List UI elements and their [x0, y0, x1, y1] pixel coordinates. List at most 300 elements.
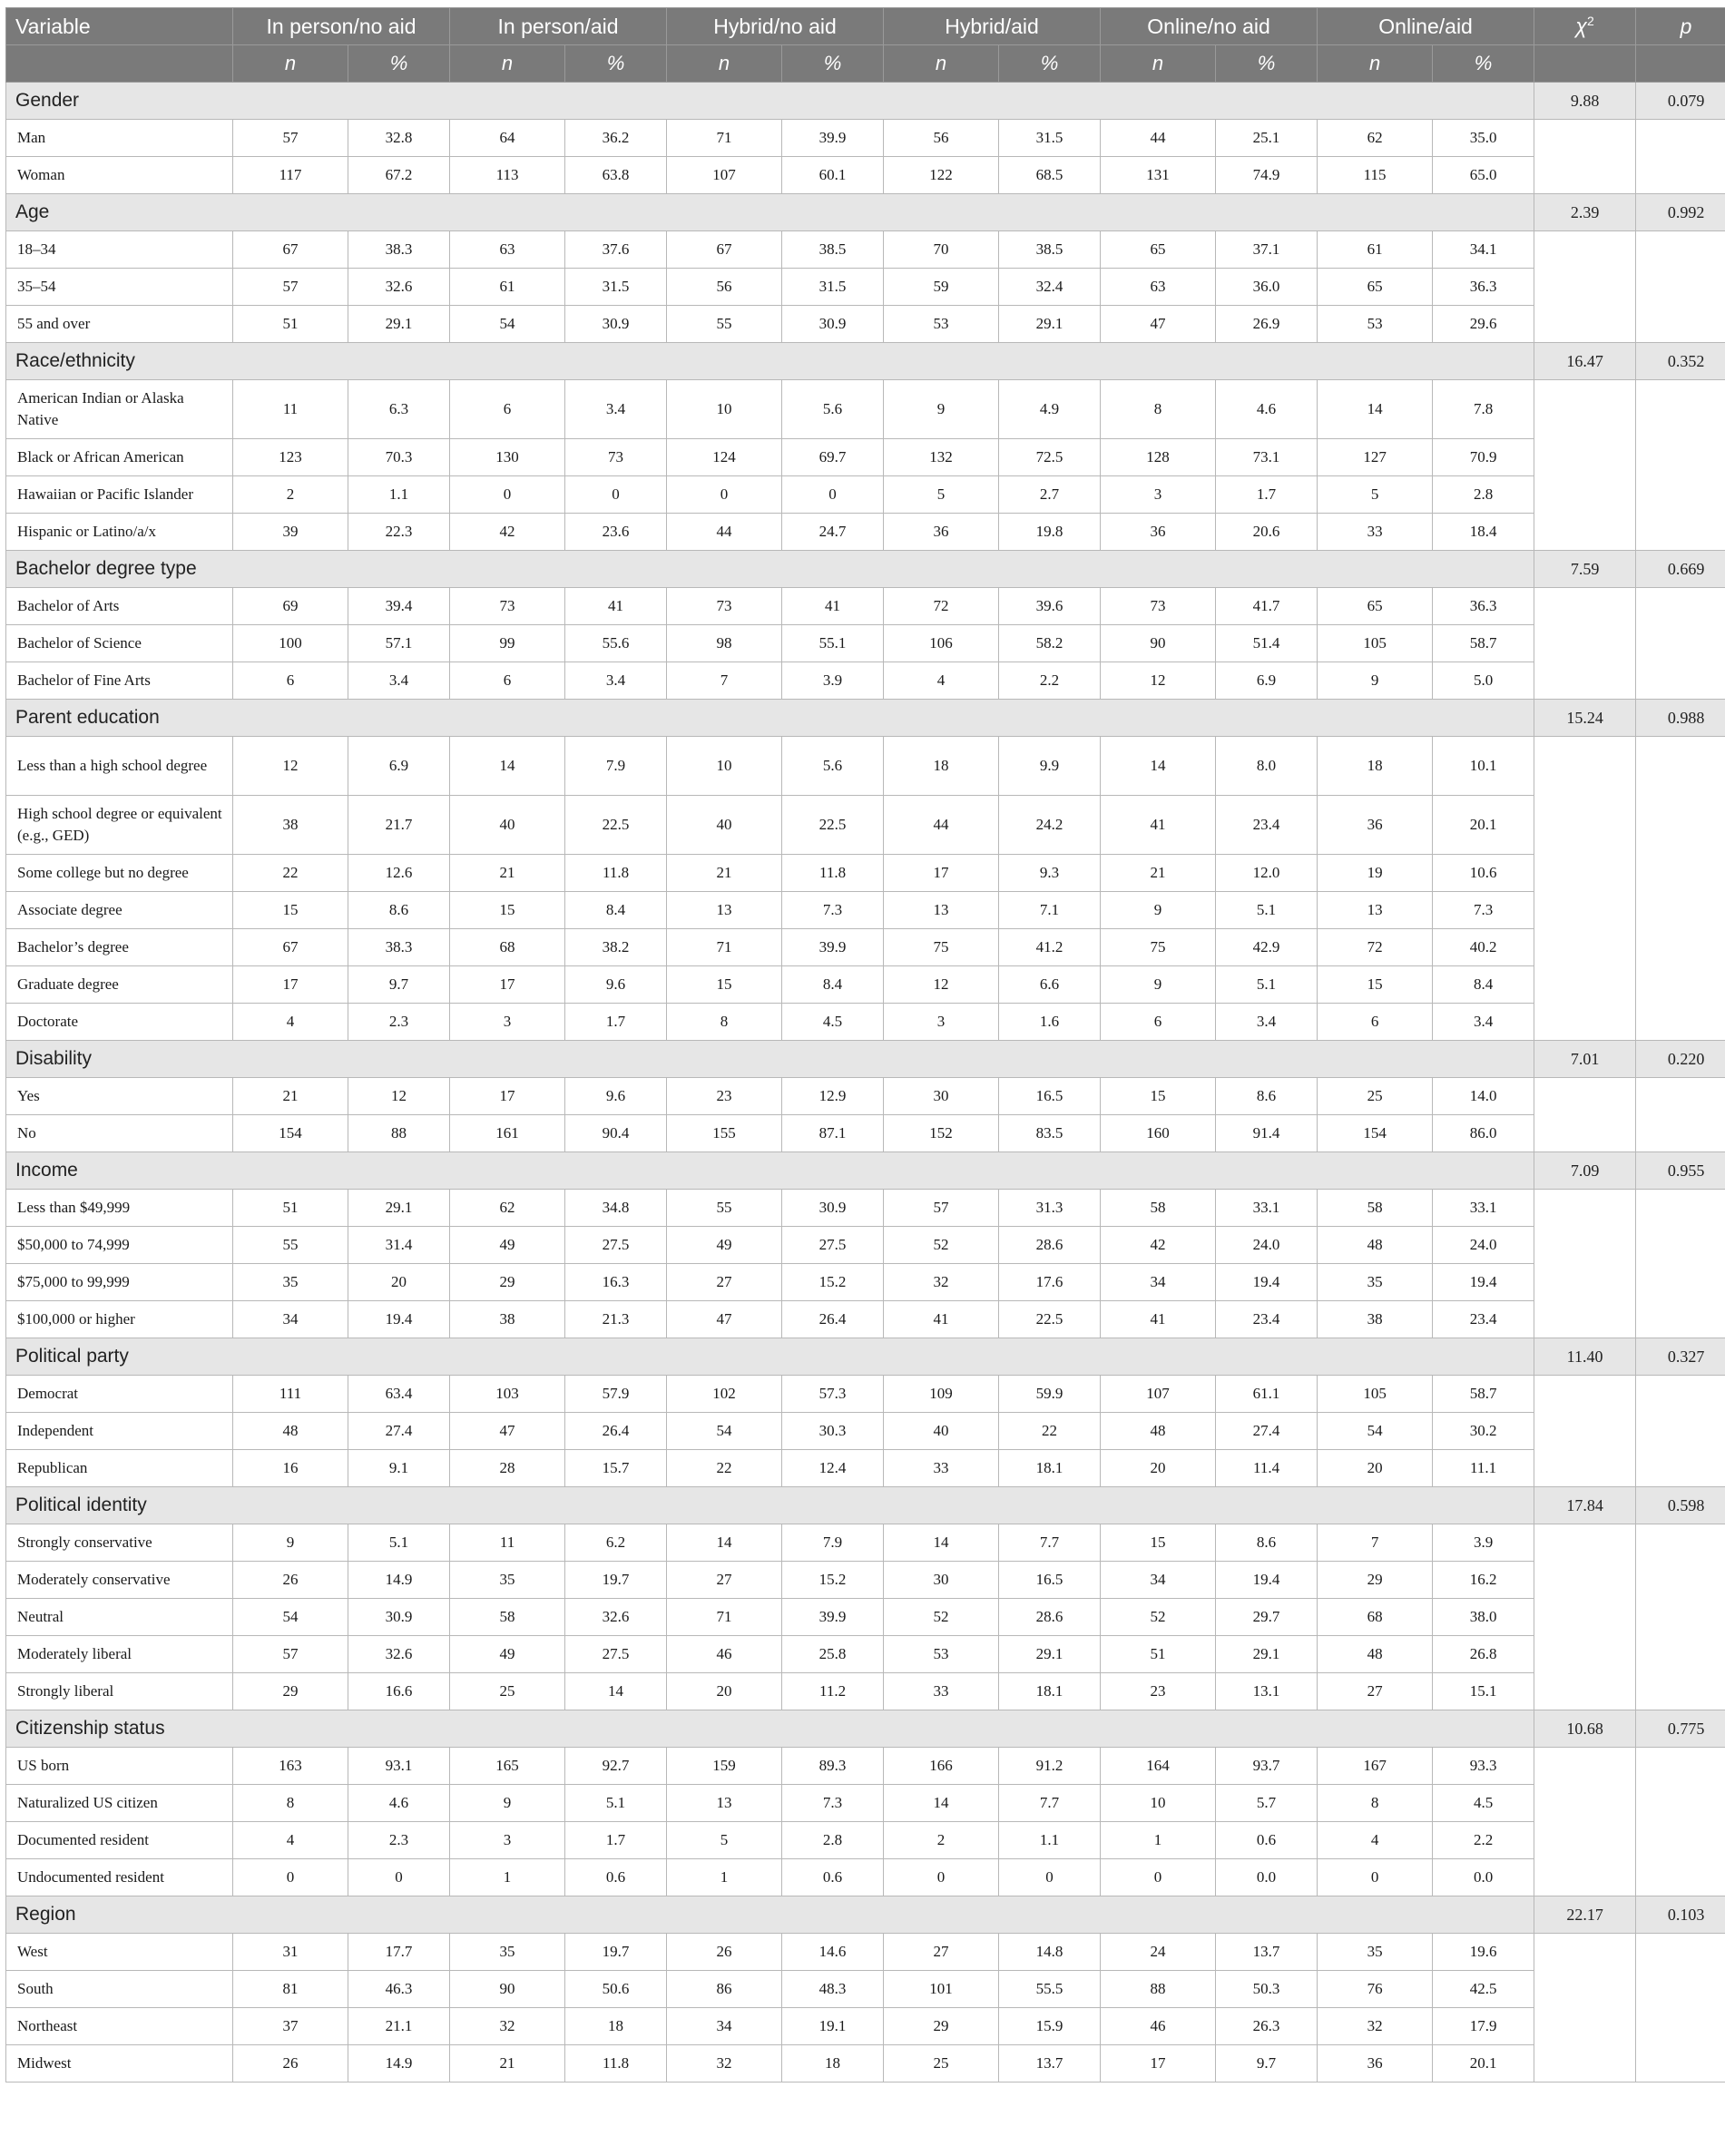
row-label: American Indian or Alaska Native — [6, 380, 233, 439]
percent-cell: 0.6 — [1216, 1822, 1318, 1859]
percent-cell: 22.5 — [999, 1301, 1101, 1338]
percent-cell: 0 — [782, 476, 884, 514]
count-cell: 53 — [1318, 306, 1433, 343]
count-cell: 106 — [884, 625, 999, 662]
n-subheader: n — [233, 45, 348, 83]
count-cell: 7 — [1318, 1524, 1433, 1562]
percent-cell: 14 — [565, 1673, 667, 1710]
count-cell: 100 — [233, 625, 348, 662]
count-cell: 14 — [884, 1785, 999, 1822]
percent-cell: 19.4 — [1216, 1264, 1318, 1301]
table-row — [6, 476, 1725, 514]
n-subheader: n — [1318, 45, 1433, 83]
percent-cell: 30.9 — [782, 1190, 884, 1227]
count-cell: 40 — [667, 796, 782, 855]
percent-cell: 41 — [782, 588, 884, 625]
percent-cell: 23.6 — [565, 514, 667, 551]
percent-cell: 67.2 — [348, 157, 450, 194]
percent-cell: 57.3 — [782, 1376, 884, 1413]
count-cell: 21 — [450, 2045, 565, 2082]
count-cell: 55 — [667, 306, 782, 343]
p-value-blank — [1636, 1078, 1725, 1152]
percent-cell: 6.3 — [348, 380, 450, 439]
count-cell: 35 — [233, 1264, 348, 1301]
percent-cell: 2.8 — [782, 1822, 884, 1859]
percent-cell: 26.8 — [1433, 1636, 1534, 1673]
percent-cell: 34.1 — [1433, 231, 1534, 269]
row-label: Hawaiian or Pacific Islander — [6, 476, 233, 514]
percent-cell: 11.2 — [782, 1673, 884, 1710]
percent-cell: 16.3 — [565, 1264, 667, 1301]
percent-cell: 32.6 — [348, 269, 450, 306]
percent-cell: 38.2 — [565, 929, 667, 966]
percent-cell: 88 — [348, 1115, 450, 1152]
percent-cell: 48.3 — [782, 1971, 884, 2008]
chi-square-value: 10.68 — [1534, 1710, 1636, 1748]
table-row — [6, 1227, 1725, 1264]
percent-cell: 29.1 — [1216, 1636, 1318, 1673]
count-cell: 117 — [233, 157, 348, 194]
chi-square-value: 7.01 — [1534, 1041, 1636, 1078]
section-label: Political party — [6, 1338, 1534, 1376]
percent-cell: 0 — [999, 1859, 1101, 1896]
count-cell: 52 — [884, 1227, 999, 1264]
count-cell: 57 — [884, 1190, 999, 1227]
percent-cell: 42.9 — [1216, 929, 1318, 966]
percent-cell: 38.0 — [1433, 1599, 1534, 1636]
table-row — [6, 1450, 1725, 1487]
table-row — [6, 1673, 1725, 1710]
percent-cell: 9.6 — [565, 1078, 667, 1115]
row-label: Moderately liberal — [6, 1636, 233, 1673]
count-cell: 75 — [884, 929, 999, 966]
percent-cell: 3.4 — [1216, 1004, 1318, 1041]
percent-cell: 5.1 — [1216, 966, 1318, 1004]
percent-cell: 5.1 — [565, 1785, 667, 1822]
count-cell: 0 — [233, 1859, 348, 1896]
row-label: Republican — [6, 1450, 233, 1487]
percent-cell: 22.5 — [565, 796, 667, 855]
percent-cell: 12.9 — [782, 1078, 884, 1115]
percent-cell: 12.0 — [1216, 855, 1318, 892]
count-cell: 51 — [233, 1190, 348, 1227]
p-value: 0.988 — [1636, 700, 1725, 737]
table-row — [6, 1264, 1725, 1301]
percent-cell: 90.4 — [565, 1115, 667, 1152]
count-cell: 56 — [667, 269, 782, 306]
table-row — [6, 1190, 1725, 1227]
percent-cell: 8.6 — [348, 892, 450, 929]
count-cell: 44 — [667, 514, 782, 551]
percent-cell: 17.7 — [348, 1934, 450, 1971]
row-label: Strongly liberal — [6, 1673, 233, 1710]
count-cell: 62 — [450, 1190, 565, 1227]
percent-cell: 7.7 — [999, 1785, 1101, 1822]
percent-cell: 14.8 — [999, 1934, 1101, 1971]
chi-square-blank — [1534, 737, 1636, 1041]
percent-cell: 38.3 — [348, 231, 450, 269]
count-cell: 28 — [450, 1450, 565, 1487]
percent-cell: 69.7 — [782, 439, 884, 476]
count-cell: 40 — [884, 1413, 999, 1450]
count-cell: 32 — [667, 2045, 782, 2082]
row-label: Documented resident — [6, 1822, 233, 1859]
count-cell: 67 — [233, 231, 348, 269]
count-cell: 18 — [884, 737, 999, 796]
chi-square-value: 2.39 — [1534, 194, 1636, 231]
row-label: South — [6, 1971, 233, 2008]
row-label: Strongly conservative — [6, 1524, 233, 1562]
count-cell: 41 — [1101, 1301, 1216, 1338]
p-value: 0.992 — [1636, 194, 1725, 231]
p-value: 0.352 — [1636, 343, 1725, 380]
count-cell: 8 — [1318, 1785, 1433, 1822]
row-label: Hispanic or Latino/a/x — [6, 514, 233, 551]
count-cell: 21 — [450, 855, 565, 892]
table-row — [6, 1078, 1725, 1115]
count-cell: 71 — [667, 120, 782, 157]
percent-subheader: % — [565, 45, 667, 83]
percent-cell: 7.1 — [999, 892, 1101, 929]
count-cell: 163 — [233, 1748, 348, 1785]
count-cell: 20 — [1101, 1450, 1216, 1487]
count-cell: 26 — [233, 1562, 348, 1599]
percent-cell: 11.8 — [565, 855, 667, 892]
count-cell: 21 — [233, 1078, 348, 1115]
chi-square-blank — [1534, 1376, 1636, 1487]
percent-cell: 24.0 — [1433, 1227, 1534, 1264]
table-row — [6, 1785, 1725, 1822]
row-label: Less than $49,999 — [6, 1190, 233, 1227]
percent-cell: 72.5 — [999, 439, 1101, 476]
count-cell: 8 — [1101, 380, 1216, 439]
count-cell: 14 — [1318, 380, 1433, 439]
percent-cell: 33.1 — [1433, 1190, 1534, 1227]
percent-cell: 28.6 — [999, 1599, 1101, 1636]
percent-cell: 23.4 — [1433, 1301, 1534, 1338]
count-cell: 27 — [884, 1934, 999, 1971]
count-cell: 10 — [667, 737, 782, 796]
percent-cell: 41.2 — [999, 929, 1101, 966]
chi-square-header — [1534, 8, 1636, 45]
p-value: 0.079 — [1636, 83, 1725, 120]
row-label: Yes — [6, 1078, 233, 1115]
count-cell: 51 — [233, 306, 348, 343]
percent-cell: 39.4 — [348, 588, 450, 625]
percent-cell: 21.1 — [348, 2008, 450, 2045]
section-header-row — [6, 1338, 1725, 1376]
count-cell: 6 — [1101, 1004, 1216, 1041]
percent-cell: 83.5 — [999, 1115, 1101, 1152]
count-cell: 155 — [667, 1115, 782, 1152]
row-label: 35–54 — [6, 269, 233, 306]
count-cell: 9 — [1101, 892, 1216, 929]
group-header: Online/aid — [1318, 8, 1534, 45]
percent-cell: 9.9 — [999, 737, 1101, 796]
percent-cell: 5.0 — [1433, 662, 1534, 700]
section-label: Income — [6, 1152, 1534, 1190]
percent-cell: 3.4 — [565, 380, 667, 439]
count-cell: 8 — [233, 1785, 348, 1822]
percent-cell: 0.6 — [565, 1859, 667, 1896]
count-cell: 81 — [233, 1971, 348, 2008]
row-label: Naturalized US citizen — [6, 1785, 233, 1822]
count-cell: 6 — [450, 662, 565, 700]
percent-cell: 41 — [565, 588, 667, 625]
percent-cell: 73 — [565, 439, 667, 476]
count-cell: 166 — [884, 1748, 999, 1785]
count-cell: 15 — [1101, 1524, 1216, 1562]
count-cell: 65 — [1318, 269, 1433, 306]
chi-square-value: 15.24 — [1534, 700, 1636, 737]
percent-cell: 18.1 — [999, 1450, 1101, 1487]
percent-cell: 24.2 — [999, 796, 1101, 855]
group-header: In person/aid — [450, 8, 667, 45]
percent-cell: 4.5 — [1433, 1785, 1534, 1822]
percent-cell: 3.9 — [1433, 1524, 1534, 1562]
percent-cell: 31.4 — [348, 1227, 450, 1264]
subheader-blank — [6, 45, 233, 83]
percent-cell: 5.1 — [348, 1524, 450, 1562]
count-cell: 52 — [1101, 1599, 1216, 1636]
percent-cell: 7.9 — [782, 1524, 884, 1562]
row-label: 55 and over — [6, 306, 233, 343]
percent-cell: 11.4 — [1216, 1450, 1318, 1487]
subheader-row — [6, 45, 1725, 83]
count-cell: 47 — [450, 1413, 565, 1450]
percent-cell: 34.8 — [565, 1190, 667, 1227]
percent-cell: 42.5 — [1433, 1971, 1534, 2008]
count-cell: 3 — [884, 1004, 999, 1041]
table-row — [6, 796, 1725, 855]
p-value-blank — [1636, 1376, 1725, 1487]
percent-subheader: % — [1216, 45, 1318, 83]
percent-cell: 65.0 — [1433, 157, 1534, 194]
count-cell: 54 — [667, 1413, 782, 1450]
count-cell: 62 — [1318, 120, 1433, 157]
chi-square-blank — [1534, 380, 1636, 551]
count-cell: 54 — [1318, 1413, 1433, 1450]
percent-cell: 31.3 — [999, 1190, 1101, 1227]
percent-cell: 6.6 — [999, 966, 1101, 1004]
table-row — [6, 1599, 1725, 1636]
percent-cell: 27.4 — [348, 1413, 450, 1450]
table-row — [6, 1376, 1725, 1413]
count-cell: 123 — [233, 439, 348, 476]
count-cell: 131 — [1101, 157, 1216, 194]
count-cell: 98 — [667, 625, 782, 662]
percent-cell: 9.6 — [565, 966, 667, 1004]
count-cell: 15 — [233, 892, 348, 929]
percent-cell: 19.8 — [999, 514, 1101, 551]
percent-cell: 91.2 — [999, 1748, 1101, 1785]
table-header — [6, 8, 1725, 83]
percent-cell: 60.1 — [782, 157, 884, 194]
percent-cell: 20.1 — [1433, 796, 1534, 855]
count-cell: 64 — [450, 120, 565, 157]
row-label: No — [6, 1115, 233, 1152]
count-cell: 48 — [1318, 1636, 1433, 1673]
percent-cell: 8.6 — [1216, 1524, 1318, 1562]
table-row — [6, 1934, 1725, 1971]
row-label: Independent — [6, 1413, 233, 1450]
count-cell: 73 — [450, 588, 565, 625]
row-label: West — [6, 1934, 233, 1971]
percent-cell: 50.6 — [565, 1971, 667, 2008]
percent-cell: 57.9 — [565, 1376, 667, 1413]
count-cell: 54 — [450, 306, 565, 343]
percent-cell: 14.9 — [348, 1562, 450, 1599]
count-cell: 102 — [667, 1376, 782, 1413]
count-cell: 29 — [233, 1673, 348, 1710]
percent-cell: 2.8 — [1433, 476, 1534, 514]
percent-subheader: % — [348, 45, 450, 83]
table-row — [6, 439, 1725, 476]
subheader-blank — [1636, 45, 1725, 83]
count-cell: 35 — [1318, 1264, 1433, 1301]
count-cell: 1 — [450, 1859, 565, 1896]
count-cell: 164 — [1101, 1748, 1216, 1785]
percent-cell: 18 — [565, 2008, 667, 2045]
percent-cell: 32.8 — [348, 120, 450, 157]
count-cell: 103 — [450, 1376, 565, 1413]
p-value: 0.103 — [1636, 1896, 1725, 1934]
count-cell: 31 — [233, 1934, 348, 1971]
count-cell: 115 — [1318, 157, 1433, 194]
count-cell: 90 — [450, 1971, 565, 2008]
section-label: Parent education — [6, 700, 1534, 737]
count-cell: 4 — [233, 1822, 348, 1859]
count-cell: 34 — [233, 1301, 348, 1338]
count-cell: 49 — [667, 1227, 782, 1264]
percent-cell: 20.1 — [1433, 2045, 1534, 2082]
count-cell: 17 — [884, 855, 999, 892]
percent-cell: 87.1 — [782, 1115, 884, 1152]
percent-cell: 30.3 — [782, 1413, 884, 1450]
count-cell: 3 — [450, 1004, 565, 1041]
count-cell: 23 — [1101, 1673, 1216, 1710]
count-cell: 39 — [233, 514, 348, 551]
count-cell: 41 — [1101, 796, 1216, 855]
count-cell: 15 — [1101, 1078, 1216, 1115]
percent-cell: 19.7 — [565, 1562, 667, 1599]
count-cell: 21 — [667, 855, 782, 892]
count-cell: 65 — [1101, 231, 1216, 269]
p-value-blank — [1636, 1748, 1725, 1896]
chi-square-blank — [1534, 1748, 1636, 1896]
p-value: 0.220 — [1636, 1041, 1725, 1078]
count-cell: 165 — [450, 1748, 565, 1785]
percent-cell: 22.5 — [782, 796, 884, 855]
percent-cell: 4.6 — [348, 1785, 450, 1822]
row-label: US born — [6, 1748, 233, 1785]
row-label: Woman — [6, 157, 233, 194]
count-cell: 63 — [450, 231, 565, 269]
table-row — [6, 306, 1725, 343]
percent-cell: 36.2 — [565, 120, 667, 157]
count-cell: 49 — [450, 1227, 565, 1264]
percent-cell: 63.4 — [348, 1376, 450, 1413]
percent-cell: 19.7 — [565, 1934, 667, 1971]
section-header-row — [6, 1487, 1725, 1524]
count-cell: 25 — [884, 2045, 999, 2082]
count-cell: 15 — [450, 892, 565, 929]
percent-cell: 20.6 — [1216, 514, 1318, 551]
count-cell: 36 — [884, 514, 999, 551]
p-value-blank — [1636, 588, 1725, 700]
percent-cell: 92.7 — [565, 1748, 667, 1785]
table-row — [6, 2045, 1725, 2082]
percent-cell: 15.9 — [999, 2008, 1101, 2045]
percent-cell: 3.9 — [782, 662, 884, 700]
percent-cell: 26.4 — [565, 1413, 667, 1450]
table-row — [6, 625, 1725, 662]
section-label: Region — [6, 1896, 1534, 1934]
section-header-row — [6, 700, 1725, 737]
count-cell: 107 — [1101, 1376, 1216, 1413]
count-cell: 111 — [233, 1376, 348, 1413]
row-label: Doctorate — [6, 1004, 233, 1041]
percent-cell: 12 — [348, 1078, 450, 1115]
count-cell: 25 — [450, 1673, 565, 1710]
row-label: $75,000 to 99,999 — [6, 1264, 233, 1301]
section-label: Gender — [6, 83, 1534, 120]
percent-cell: 6.2 — [565, 1524, 667, 1562]
count-cell: 34 — [667, 2008, 782, 2045]
count-cell: 128 — [1101, 439, 1216, 476]
table-row — [6, 1859, 1725, 1896]
percent-cell: 36.3 — [1433, 588, 1534, 625]
chi-square-blank — [1534, 1934, 1636, 2082]
percent-cell: 18.4 — [1433, 514, 1534, 551]
count-cell: 0 — [667, 476, 782, 514]
count-cell: 13 — [884, 892, 999, 929]
count-cell: 105 — [1318, 625, 1433, 662]
count-cell: 65 — [1318, 588, 1433, 625]
row-label: $100,000 or higher — [6, 1301, 233, 1338]
percent-cell: 12.4 — [782, 1450, 884, 1487]
percent-cell: 2.2 — [999, 662, 1101, 700]
percent-cell: 23.4 — [1216, 796, 1318, 855]
percent-cell: 32.6 — [565, 1599, 667, 1636]
count-cell: 73 — [1101, 588, 1216, 625]
percent-cell: 35.0 — [1433, 120, 1534, 157]
table-row — [6, 514, 1725, 551]
count-cell: 130 — [450, 439, 565, 476]
section-label: Race/ethnicity — [6, 343, 1534, 380]
percent-cell: 10.1 — [1433, 737, 1534, 796]
p-value-blank — [1636, 380, 1725, 551]
count-cell: 132 — [884, 439, 999, 476]
percent-cell: 16.6 — [348, 1673, 450, 1710]
percent-cell: 46.3 — [348, 1971, 450, 2008]
section-header-row — [6, 1710, 1725, 1748]
count-cell: 29 — [884, 2008, 999, 2045]
count-cell: 18 — [1318, 737, 1433, 796]
count-cell: 90 — [1101, 625, 1216, 662]
percent-cell: 26.9 — [1216, 306, 1318, 343]
count-cell: 61 — [1318, 231, 1433, 269]
count-cell: 29 — [450, 1264, 565, 1301]
percent-cell: 7.3 — [1433, 892, 1534, 929]
p-value-header: p — [1636, 8, 1725, 45]
percent-cell: 4.5 — [782, 1004, 884, 1041]
count-cell: 13 — [667, 892, 782, 929]
count-cell: 159 — [667, 1748, 782, 1785]
percent-cell: 3.4 — [1433, 1004, 1534, 1041]
count-cell: 6 — [233, 662, 348, 700]
count-cell: 41 — [884, 1301, 999, 1338]
